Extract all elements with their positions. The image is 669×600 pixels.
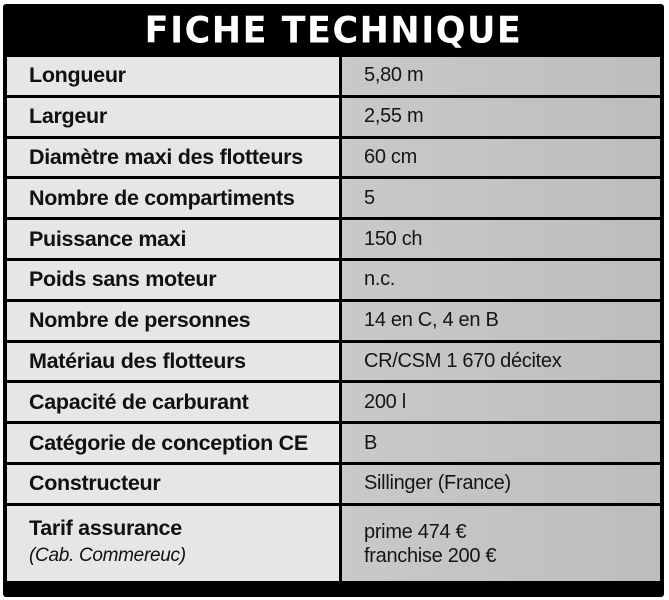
table-row: [7, 424, 660, 465]
insurance-label: Tarif assurance: [29, 515, 182, 540]
row-value: CR/CSM 1 670 décitex: [342, 343, 660, 381]
row-label: Largeur: [7, 98, 342, 136]
table-row: [7, 220, 660, 261]
row-value: 60 cm: [342, 139, 660, 177]
table-row: [7, 139, 660, 180]
row-label-insurance: [7, 506, 342, 581]
insurance-premium: prime 474 €: [364, 520, 467, 543]
row-label: Poids sans moteur: [7, 261, 342, 299]
table-row-insurance: [7, 506, 660, 581]
table-row: [7, 343, 660, 384]
insurance-sublabel: (Cab. Commereuc): [29, 544, 186, 566]
row-label: Constructeur: [7, 465, 342, 503]
row-value: n.c.: [342, 261, 660, 299]
table-row: [7, 98, 660, 139]
spec-sheet: [3, 4, 664, 597]
row-value: Sillinger (France): [342, 465, 660, 503]
table-row: [7, 261, 660, 302]
table-row: [7, 57, 660, 98]
row-label: Matériau des flotteurs: [7, 343, 342, 381]
row-value-insurance: [342, 506, 660, 581]
row-value: 2,55 m: [342, 98, 660, 136]
row-value: 150 ch: [342, 220, 660, 258]
row-value: B: [342, 424, 660, 462]
table-row: [7, 383, 660, 424]
insurance-deductible: franchise 200 €: [364, 544, 497, 567]
row-label: Nombre de compartiments: [7, 179, 342, 217]
row-label: Diamètre maxi des flotteurs: [7, 139, 342, 177]
row-value: 200 l: [342, 383, 660, 421]
sheet-title: FICHE TECHNIQUE: [144, 9, 523, 52]
row-label: Catégorie de conception CE: [7, 424, 342, 462]
row-value: 5: [342, 179, 660, 217]
table-row: [7, 179, 660, 220]
row-label: Capacité de carburant: [7, 383, 342, 421]
row-value: 5,80 m: [342, 57, 660, 95]
spec-table: [7, 57, 660, 581]
table-row: [7, 302, 660, 343]
table-row: [7, 465, 660, 506]
row-label: Puissance maxi: [7, 220, 342, 258]
row-label: Longueur: [7, 57, 342, 95]
row-label: Nombre de personnes: [7, 302, 342, 340]
row-value: 14 en C, 4 en B: [342, 302, 660, 340]
